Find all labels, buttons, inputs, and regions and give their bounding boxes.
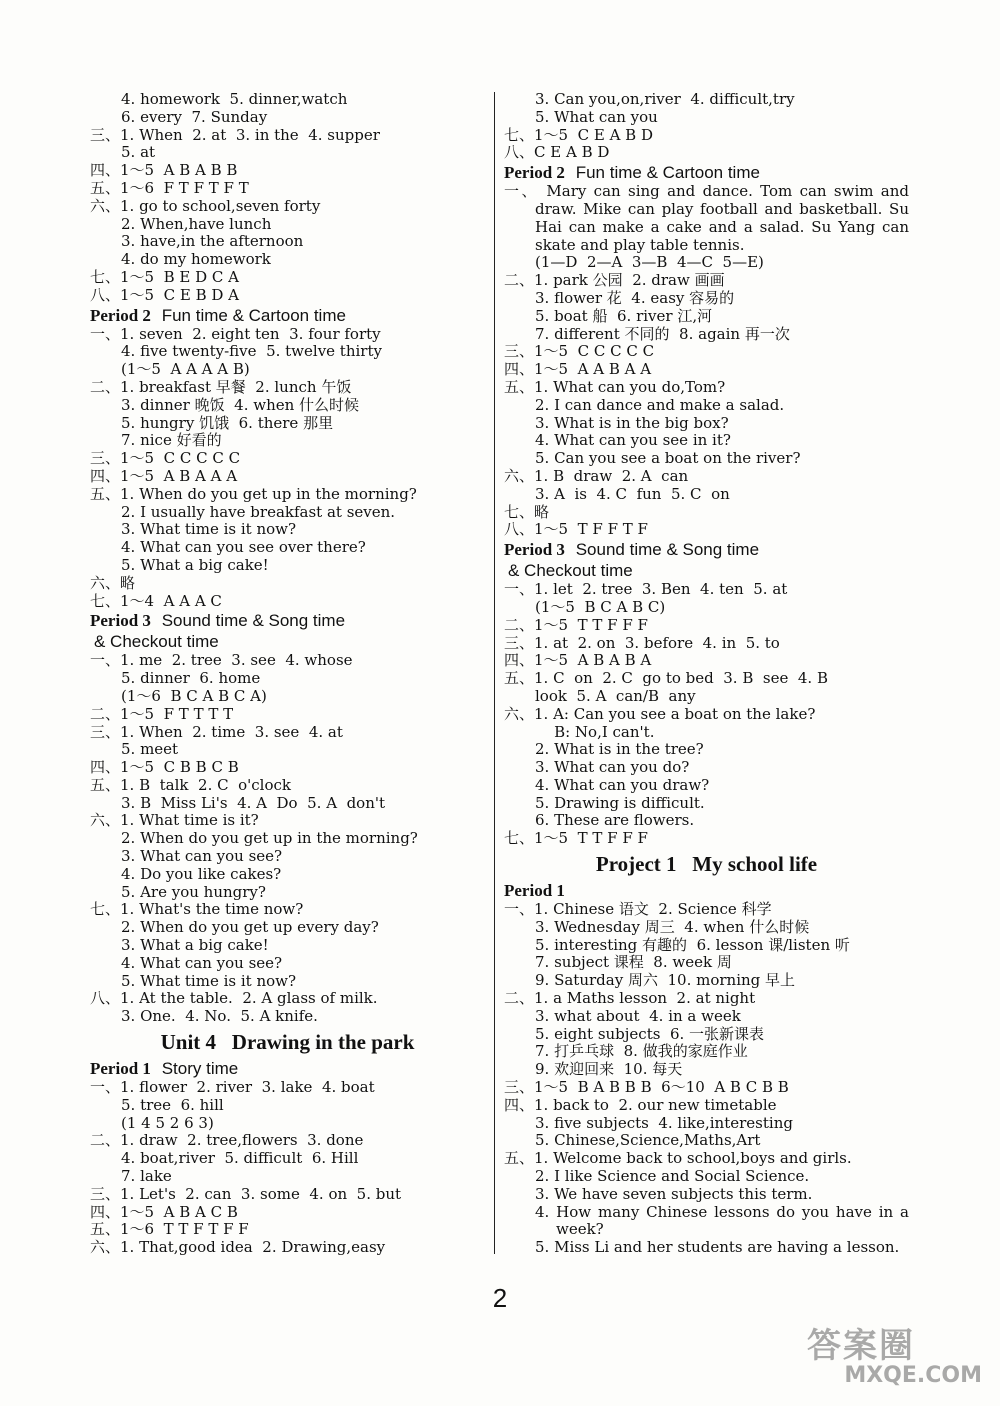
answer-line: 3. have,in the afternoon: [121, 232, 304, 251]
answer-line: draw. Mike can play football and basketball. Su: [535, 199, 909, 218]
answer-line: 七、略: [504, 502, 550, 521]
answer-line: 3. Wednesday 周三 4. when 什么时候: [535, 917, 810, 936]
answer-line: 7. nice 好看的: [121, 431, 222, 450]
answer-line: 二、1. a Maths lesson 2. at night: [504, 989, 756, 1008]
section-heading: [90, 305, 485, 326]
answer-line: Hai can make a cake and a salad. Su Yang can: [535, 217, 909, 236]
answer-line: 4. What can you draw?: [535, 775, 710, 794]
answer-line: 五、1. C on 2. C go to bed 3. B see 4. B: [504, 669, 828, 688]
unit-title: Project 1 My school life: [595, 852, 818, 877]
answer-line: 5. Chinese,Science,Maths,Art: [535, 1131, 761, 1150]
answer-line: 6. every 7. Sunday: [121, 107, 268, 126]
answer-line: 一、1. let 2. tree 3. Ben 4. ten 5. at: [504, 580, 788, 599]
answer-line: 六、1. go to school,seven forty: [90, 196, 321, 215]
page-number: 2: [492, 1283, 508, 1313]
answer-line: 4. How many Chinese lessons do you have in a: [535, 1202, 909, 1221]
section-title: & Checkout time: [94, 632, 219, 652]
section-heading: [90, 610, 485, 631]
answer-line: 7. lake: [121, 1167, 172, 1186]
section-heading: [504, 539, 909, 560]
answer-line: 6. These are flowers.: [535, 811, 695, 830]
answer-line: 3. What can you do?: [535, 758, 690, 777]
answer-line: 5. boat 船 6. river 江,河: [535, 306, 713, 325]
right-column: [504, 91, 909, 1257]
answer-line: 四、1～5 A A B A A: [504, 360, 652, 379]
answer-line: 3. A is 4. C fun 5. C on: [535, 484, 730, 503]
answer-line: 5. at: [121, 143, 156, 162]
unit-title: Unit 4 Drawing in the park: [160, 1030, 415, 1055]
answer-line: 5. What a big cake!: [121, 555, 269, 574]
answer-line: 五、1. B talk 2. C o'clock: [90, 775, 291, 794]
answer-line: 2. What is in the tree?: [535, 740, 704, 759]
section-title: & Checkout time: [508, 561, 633, 581]
answer-line: 5. interesting 有趣的 6. lesson 课/listen 听: [535, 935, 850, 954]
answer-line: 2. I like Science and Social Science.: [535, 1167, 810, 1186]
answer-line: 六、1. A: Can you see a boat on the lake?: [504, 704, 816, 723]
answer-line: 2. I can dance and make a salad.: [535, 395, 785, 414]
answer-line: skate and play table tennis.: [535, 235, 745, 254]
answer-line: 五、1～6 F T F T F T: [90, 178, 249, 197]
answer-line: 五、1. Welcome back to school,boys and girls.: [504, 1149, 852, 1168]
left-column: [90, 91, 485, 1257]
section-title: Sound time & Song time: [161, 611, 346, 631]
answer-line: 9. 欢迎回来 10. 每天: [535, 1060, 683, 1079]
answer-line: 五、1. When do you get up in the morning?: [90, 484, 417, 503]
answer-line: 5. meet: [121, 740, 179, 759]
answer-line: 5. Miss Li and her students are having a lesson.: [535, 1238, 900, 1257]
answer-line: 八、1～5 T F F T F: [504, 520, 648, 539]
watermark-logo-text: 答案圈: [807, 1326, 915, 1366]
answer-line: 二、1. park 公园 2. draw 画画: [504, 271, 725, 290]
answer-line: 4. What can you see?: [121, 953, 283, 972]
answer-line: B: No,I can't.: [535, 722, 655, 741]
answer-line: 5. hungry 饥饿 6. there 那里: [121, 413, 334, 432]
section-title: Fun time & Cartoon time: [161, 305, 346, 325]
answer-line: 2. When do you get up every day?: [121, 918, 379, 937]
answer-line: 三、1. Let's 2. can 3. some 4. on 5. but: [90, 1184, 402, 1203]
answer-line: 9. Saturday 周六 10. morning 早上: [535, 971, 796, 990]
answer-line: 四、1～5 A B A C B: [90, 1202, 238, 1221]
answer-line: 四、1～5 A B A B A: [504, 651, 652, 670]
answer-line: 六、1. What time is it?: [90, 811, 259, 830]
section-title: Sound time & Song time: [575, 540, 760, 560]
answer-line: 5. What time is it now?: [121, 971, 297, 990]
answer-line: week?: [556, 1220, 604, 1239]
answer-line: 3. What can you see?: [121, 847, 283, 866]
answer-line: 八、1. At the table. 2. A glass of milk.: [90, 989, 378, 1008]
answer-line: (1～5 A A A A B): [121, 360, 250, 379]
answer-line: 5. What can you: [535, 107, 658, 126]
period-label: Period 2: [90, 305, 151, 325]
answer-line: 二、1～5 T T F F F: [504, 615, 648, 634]
answer-line: 八、C E A B D: [504, 143, 610, 162]
period-label: Period 2: [504, 163, 565, 183]
period-label: Period 1: [504, 881, 565, 901]
answer-line: 3. One. 4. No. 5. A knife.: [121, 1007, 318, 1026]
answer-line: 七、1～5 T T F F F: [504, 829, 648, 848]
watermark-logo: [807, 1318, 982, 1398]
answer-line: 3. We have seven subjects this term.: [535, 1184, 813, 1203]
period-label: Period 3: [90, 611, 151, 631]
section-heading: [90, 631, 485, 652]
answer-line: 七、1～5 C E A B D: [504, 125, 654, 144]
answer-line: 五、1～6 T T F T F F: [90, 1220, 249, 1239]
section-heading: [504, 560, 909, 581]
answer-line: 2. When do you get up in the morning?: [121, 829, 418, 848]
answer-line: 四、1～5 C B B C B: [90, 758, 239, 777]
answer-line: 3. what about 4. in a week: [535, 1006, 741, 1025]
answer-line: 7. 打乒乓球 8. 做我的家庭作业: [535, 1042, 748, 1061]
answer-line: 7. subject 课程 8. week 周: [535, 953, 732, 972]
answer-line: 3. What a big cake!: [121, 936, 269, 955]
answer-line: 5. Are you hungry?: [121, 882, 266, 901]
answer-line: 四、1. back to 2. our new timetable: [504, 1095, 777, 1114]
answer-line: 5. Drawing is difficult.: [535, 793, 705, 812]
answer-line: 4. What can you see over there?: [121, 538, 366, 557]
answer-line: 2. I usually have breakfast at seven.: [121, 502, 396, 521]
answer-line: 4. do my homework: [121, 250, 271, 269]
answer-line: 三、1～5 B A B B B 6～10 A B C B B: [504, 1078, 789, 1097]
answer-line: 一、1. me 2. tree 3. see 4. whose: [90, 651, 353, 670]
answer-line: 三、1. at 2. on 3. before 4. in 5. to: [504, 633, 780, 652]
answer-line: 5. dinner 6. home: [121, 669, 261, 688]
watermark-url: MXQE.COM: [844, 1363, 982, 1388]
answer-line: 5. Can you see a boat on the river?: [535, 449, 801, 468]
answer-line: 2. When,have lunch: [121, 214, 272, 233]
answer-line: 4. boat,river 5. difficult 6. Hill: [121, 1149, 359, 1168]
answer-line: 5. tree 6. hill: [121, 1095, 224, 1114]
answer-line: 3. Can you,on,river 4. difficult,try: [535, 90, 795, 108]
answer-line: 4. What can you see in it?: [535, 431, 731, 450]
answer-line: 5. eight subjects 6. 一张新课表: [535, 1024, 765, 1043]
answer-line: 3. dinner 晚饭 4. when 什么时候: [121, 395, 360, 414]
answer-line: 一、1. flower 2. river 3. lake 4. boat: [90, 1078, 375, 1097]
answer-line: 三、1. When 2. at 3. in the 4. supper: [90, 125, 380, 144]
answer-line: (1 4 5 2 6 3): [121, 1113, 214, 1132]
section-heading: [90, 1058, 485, 1079]
answer-line: 三、1～5 C C C C C: [504, 342, 655, 361]
answer-line: 四、1～5 A B A A A: [90, 466, 238, 485]
answer-line: 二、1. draw 2. tree,flowers 3. done: [90, 1131, 364, 1150]
section-heading: [504, 880, 909, 901]
answer-line: 六、1. B draw 2. A can: [504, 466, 689, 485]
answer-line: 一、1. seven 2. eight ten 3. four forty: [90, 324, 381, 343]
answer-line: 3. What time is it now?: [121, 520, 297, 539]
answer-line: 4. Do you like cakes?: [121, 864, 282, 883]
answer-line: (1～6 B C A B C A): [121, 686, 267, 705]
section-heading: [504, 162, 909, 183]
answer-line: (1～5 B C A B C): [535, 597, 666, 616]
answer-line: 3. What is in the big box?: [535, 413, 729, 432]
section-title: Story time: [161, 1059, 239, 1079]
answer-line: 3. B Miss Li's 4. A Do 5. A don't: [121, 793, 386, 812]
answer-line: 4. five twenty-five 5. twelve thirty: [121, 342, 382, 361]
answer-line: 六、1. That,good idea 2. Drawing,easy: [90, 1238, 386, 1257]
answer-line: 三、1. When 2. time 3. see 4. at: [90, 722, 343, 741]
answer-line: look 5. A can/B any: [535, 686, 696, 705]
answer-line: 二、1. breakfast 早餐 2. lunch 午饭: [90, 377, 352, 396]
answer-line: 五、1. What can you do,Tom?: [504, 377, 726, 396]
answer-line: 三、1～5 C C C C C: [90, 449, 241, 468]
period-label: Period 1: [90, 1059, 151, 1079]
answer-line: 7. different 不同的 8. again 再一次: [535, 324, 790, 343]
answer-line: 七、1～5 B E D C A: [90, 267, 240, 286]
answer-line: 二、1～5 F T T T T: [90, 704, 234, 723]
answer-line: 六、略: [90, 573, 136, 592]
answer-line: 一、1. Chinese 语文 2. Science 科学: [504, 900, 772, 919]
answer-line: (1—D 2—A 3—B 4—C 5—E): [535, 253, 764, 272]
answer-line: 八、1～5 C E B D A: [90, 285, 240, 304]
section-title: Fun time & Cartoon time: [575, 163, 760, 183]
column-divider: [494, 92, 495, 1254]
answer-line: 四、1～5 A B A B B: [90, 161, 238, 180]
period-label: Period 3: [504, 540, 565, 560]
answer-line: 4. homework 5. dinner,watch: [121, 90, 348, 108]
answer-line: 3. flower 花 4. easy 容易的: [535, 288, 735, 307]
answer-line: 3. five subjects 4. like,interesting: [535, 1113, 793, 1132]
answer-line: 七、1～4 A A A C: [90, 591, 222, 610]
answer-line: 七、1. What's the time now?: [90, 900, 304, 919]
answer-line: 一、 Mary can sing and dance. Tom can swim and: [504, 182, 909, 201]
